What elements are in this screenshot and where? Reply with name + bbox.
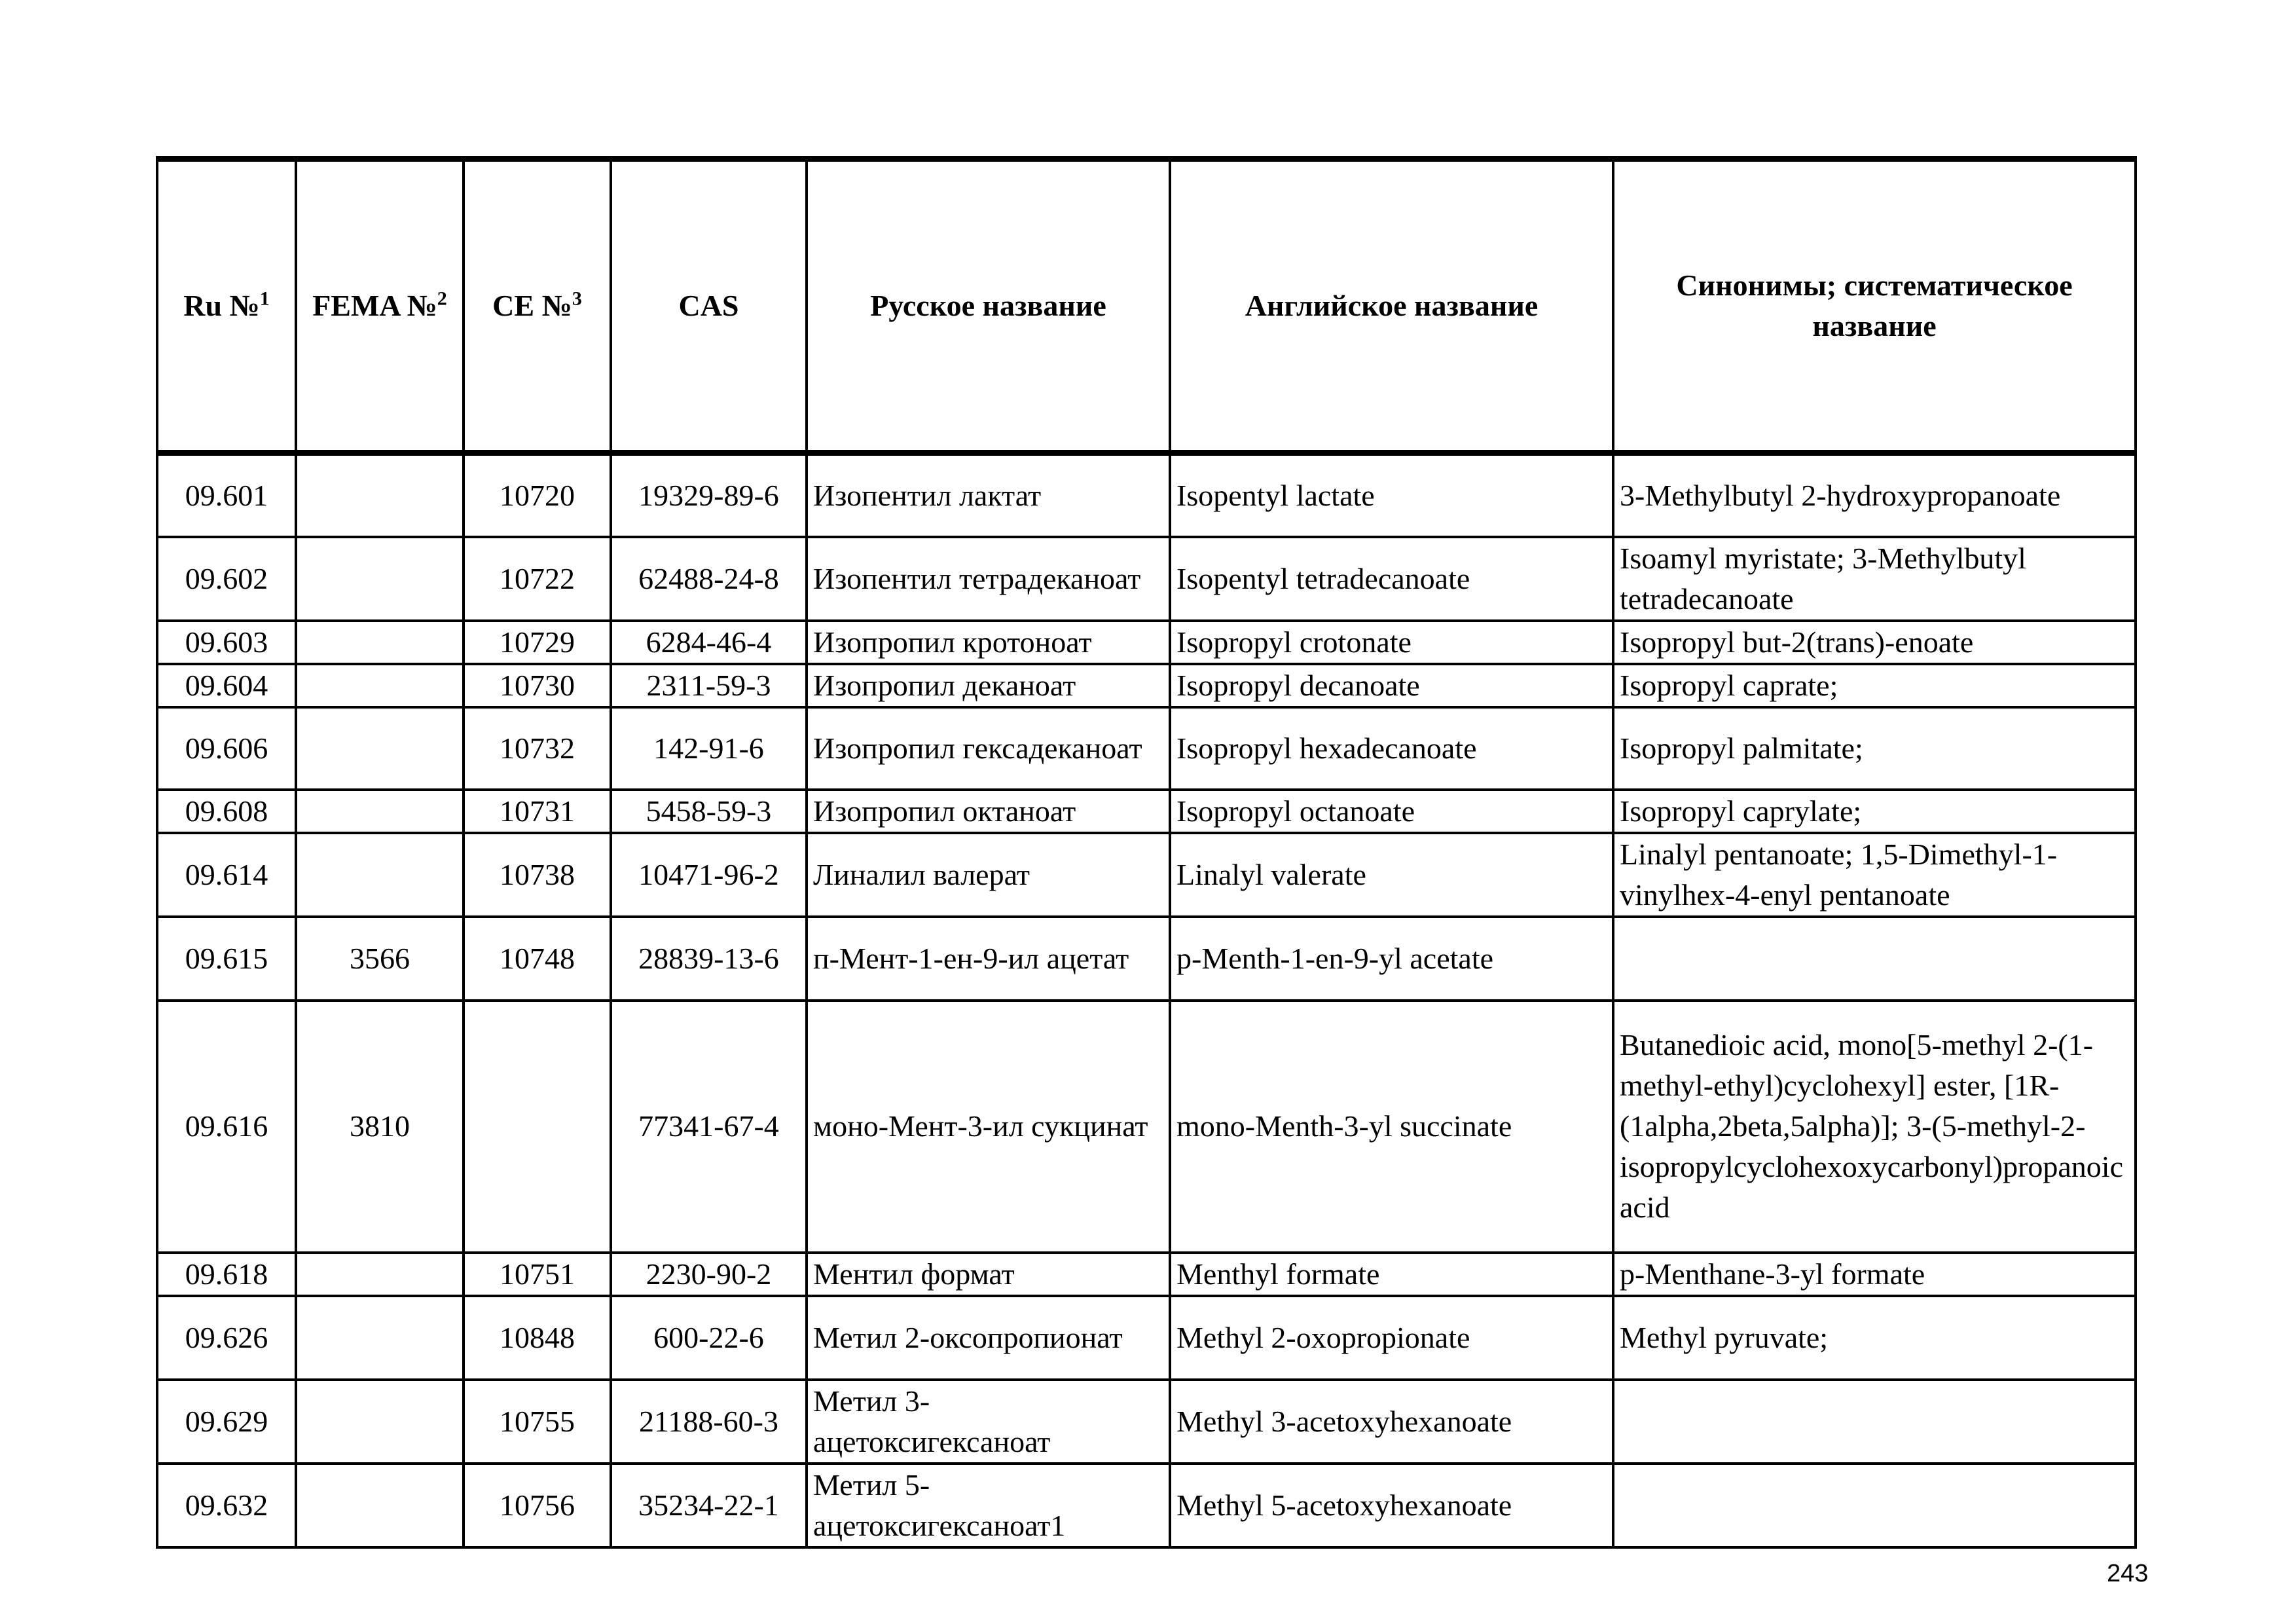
cell-ce-no bbox=[464, 1001, 611, 1253]
cell-fema-no bbox=[296, 1380, 464, 1464]
cell-cas: 77341-67-4 bbox=[611, 1001, 807, 1253]
cell-fema-no bbox=[296, 1253, 464, 1296]
cell-cas: 19329-89-6 bbox=[611, 453, 807, 537]
table-row bbox=[157, 664, 2136, 707]
cell-cas: 10471-96-2 bbox=[611, 833, 807, 917]
cell-ru-no: 09.601 bbox=[157, 453, 296, 537]
cell-ce-no: 10756 bbox=[464, 1464, 611, 1547]
cell-ce-no: 10730 bbox=[464, 664, 611, 707]
cell-ru-no: 09.603 bbox=[157, 621, 296, 664]
header-russian-name bbox=[807, 159, 1170, 453]
cell-ru-no: 09.602 bbox=[157, 537, 296, 621]
cell-ce-no: 10738 bbox=[464, 833, 611, 917]
cell-russian-name: Ментил формат bbox=[807, 1253, 1170, 1296]
cell-ru-no: 09.614 bbox=[157, 833, 296, 917]
cell-fema-no bbox=[296, 707, 464, 790]
cell-fema-no bbox=[296, 1296, 464, 1380]
cell-synonyms bbox=[1613, 1380, 2136, 1464]
cell-english-name: Methyl 3-acetoxyhexanoate bbox=[1170, 1380, 1613, 1464]
table-row bbox=[157, 1001, 2136, 1253]
cell-fema-no bbox=[296, 833, 464, 917]
header-label: CE № bbox=[492, 289, 572, 322]
cell-english-name: Isopropyl octanoate bbox=[1170, 790, 1613, 833]
cell-ru-no: 09.608 bbox=[157, 790, 296, 833]
cell-russian-name: Изопропил гексадеканоат bbox=[807, 707, 1170, 790]
cell-english-name: Isopentyl tetradecanoate bbox=[1170, 537, 1613, 621]
cell-russian-name: Линалил валерат bbox=[807, 833, 1170, 917]
header-label: Ru № bbox=[183, 289, 260, 322]
cell-russian-name: моно-Мент-3-ил сукцинат bbox=[807, 1001, 1170, 1253]
cell-russian-name: Изопропил октаноат bbox=[807, 790, 1170, 833]
cell-english-name: Menthyl formate bbox=[1170, 1253, 1613, 1296]
page-number: 243 bbox=[2107, 1560, 2149, 1587]
cell-fema-no bbox=[296, 621, 464, 664]
cell-synonyms bbox=[1613, 1464, 2136, 1547]
table-row bbox=[157, 1296, 2136, 1380]
cell-ce-no: 10722 bbox=[464, 537, 611, 621]
table-body bbox=[157, 453, 2136, 1547]
header-ce-no bbox=[464, 159, 611, 453]
header-fema-no bbox=[296, 159, 464, 453]
cell-russian-name: Изопентил лактат bbox=[807, 453, 1170, 537]
cell-english-name: p-Menth-1-en-9-yl acetate bbox=[1170, 917, 1613, 1001]
cell-cas: 2230-90-2 bbox=[611, 1253, 807, 1296]
cell-english-name: Isopropyl crotonate bbox=[1170, 621, 1613, 664]
cell-cas: 6284-46-4 bbox=[611, 621, 807, 664]
cell-synonyms: p-Menthane-3-yl formate bbox=[1613, 1253, 2136, 1296]
header-label: FEMA № bbox=[312, 289, 437, 322]
cell-english-name: mono-Menth-3-yl succinate bbox=[1170, 1001, 1613, 1253]
cell-fema-no: 3810 bbox=[296, 1001, 464, 1253]
cell-english-name: Methyl 5-acetoxyhexanoate bbox=[1170, 1464, 1613, 1547]
cell-english-name: Isopentyl lactate bbox=[1170, 453, 1613, 537]
cell-cas: 21188-60-3 bbox=[611, 1380, 807, 1464]
cell-fema-no bbox=[296, 664, 464, 707]
cell-ce-no: 10729 bbox=[464, 621, 611, 664]
table-row bbox=[157, 453, 2136, 537]
table-row bbox=[157, 917, 2136, 1001]
cell-english-name: Methyl 2-oxopropionate bbox=[1170, 1296, 1613, 1380]
header-label: Русское название bbox=[870, 289, 1106, 322]
cell-synonyms: Butanedioic acid, mono[5-methyl 2-(1-methyl-ethyl)cyclohexyl] ester, [1R-(1alpha,2beta,5alpha)]; 3-(5-methyl-2-isopropylcyclohexoxycarbonyl)propanoic acid bbox=[1613, 1001, 2136, 1253]
cell-russian-name: Метил 3-ацетоксигексаноат bbox=[807, 1380, 1170, 1464]
cell-ru-no: 09.626 bbox=[157, 1296, 296, 1380]
cell-russian-name: п-Мент-1-ен-9-ил ацетат bbox=[807, 917, 1170, 1001]
cell-ru-no: 09.616 bbox=[157, 1001, 296, 1253]
cell-ce-no: 10748 bbox=[464, 917, 611, 1001]
cell-synonyms: Isopropyl caprylate; bbox=[1613, 790, 2136, 833]
cell-ce-no: 10751 bbox=[464, 1253, 611, 1296]
cell-ru-no: 09.604 bbox=[157, 664, 296, 707]
header-cas bbox=[611, 159, 807, 453]
cell-cas: 5458-59-3 bbox=[611, 790, 807, 833]
header-label: CAS bbox=[678, 289, 739, 322]
cell-synonyms: Linalyl pentanoate; 1,5-Dimethyl-1-vinylhex-4-enyl pentanoate bbox=[1613, 833, 2136, 917]
cell-synonyms: Isoamyl myristate; 3-Methylbutyl tetradecanoate bbox=[1613, 537, 2136, 621]
header-english-name bbox=[1170, 159, 1613, 453]
cell-ru-no: 09.618 bbox=[157, 1253, 296, 1296]
cell-cas: 35234-22-1 bbox=[611, 1464, 807, 1547]
table-row bbox=[157, 707, 2136, 790]
cell-english-name: Isopropyl hexadecanoate bbox=[1170, 707, 1613, 790]
cell-cas: 142-91-6 bbox=[611, 707, 807, 790]
cell-russian-name: Метил 2-оксопропионат bbox=[807, 1296, 1170, 1380]
table-row bbox=[157, 790, 2136, 833]
cell-ru-no: 09.632 bbox=[157, 1464, 296, 1547]
cell-english-name: Linalyl valerate bbox=[1170, 833, 1613, 917]
cell-ce-no: 10848 bbox=[464, 1296, 611, 1380]
cell-cas: 28839-13-6 bbox=[611, 917, 807, 1001]
cell-synonyms: Isopropyl caprate; bbox=[1613, 664, 2136, 707]
footnote-marker: 2 bbox=[437, 287, 447, 310]
cell-ru-no: 09.606 bbox=[157, 707, 296, 790]
table-row bbox=[157, 621, 2136, 664]
cell-synonyms: Isopropyl palmitate; bbox=[1613, 707, 2136, 790]
cell-ce-no: 10720 bbox=[464, 453, 611, 537]
cell-ru-no: 09.615 bbox=[157, 917, 296, 1001]
cell-cas: 2311-59-3 bbox=[611, 664, 807, 707]
cell-fema-no bbox=[296, 790, 464, 833]
header-label: Английское название bbox=[1245, 289, 1539, 322]
cell-ce-no: 10732 bbox=[464, 707, 611, 790]
cell-russian-name: Изопропил деканоат bbox=[807, 664, 1170, 707]
cell-fema-no bbox=[296, 1464, 464, 1547]
cell-russian-name: Изопропил кротоноат bbox=[807, 621, 1170, 664]
header-ru-no bbox=[157, 159, 296, 453]
cell-ce-no: 10755 bbox=[464, 1380, 611, 1464]
flavoring-substances-table bbox=[156, 156, 2137, 1549]
cell-ce-no: 10731 bbox=[464, 790, 611, 833]
table-row bbox=[157, 537, 2136, 621]
header-synonyms bbox=[1613, 159, 2136, 453]
cell-english-name: Isopropyl decanoate bbox=[1170, 664, 1613, 707]
footnote-marker: 1 bbox=[259, 287, 270, 310]
footnote-marker: 3 bbox=[572, 287, 582, 310]
cell-russian-name: Метил 5-ацетоксигексаноат1 bbox=[807, 1464, 1170, 1547]
table-row bbox=[157, 833, 2136, 917]
table-row bbox=[157, 1380, 2136, 1464]
cell-cas: 600-22-6 bbox=[611, 1296, 807, 1380]
cell-synonyms: 3-Methylbutyl 2-hydroxypropanoate bbox=[1613, 453, 2136, 537]
cell-synonyms bbox=[1613, 917, 2136, 1001]
header-label: Синонимы; систематическое название bbox=[1676, 268, 2073, 342]
cell-cas: 62488-24-8 bbox=[611, 537, 807, 621]
cell-fema-no bbox=[296, 453, 464, 537]
table-row bbox=[157, 1464, 2136, 1547]
cell-ru-no: 09.629 bbox=[157, 1380, 296, 1464]
cell-russian-name: Изопентил тетрадеканоат bbox=[807, 537, 1170, 621]
cell-synonyms: Methyl pyruvate; bbox=[1613, 1296, 2136, 1380]
table-row bbox=[157, 1253, 2136, 1296]
cell-fema-no bbox=[296, 537, 464, 621]
cell-fema-no: 3566 bbox=[296, 917, 464, 1001]
cell-synonyms: Isopropyl but-2(trans)-enoate bbox=[1613, 621, 2136, 664]
header-row bbox=[157, 159, 2136, 453]
